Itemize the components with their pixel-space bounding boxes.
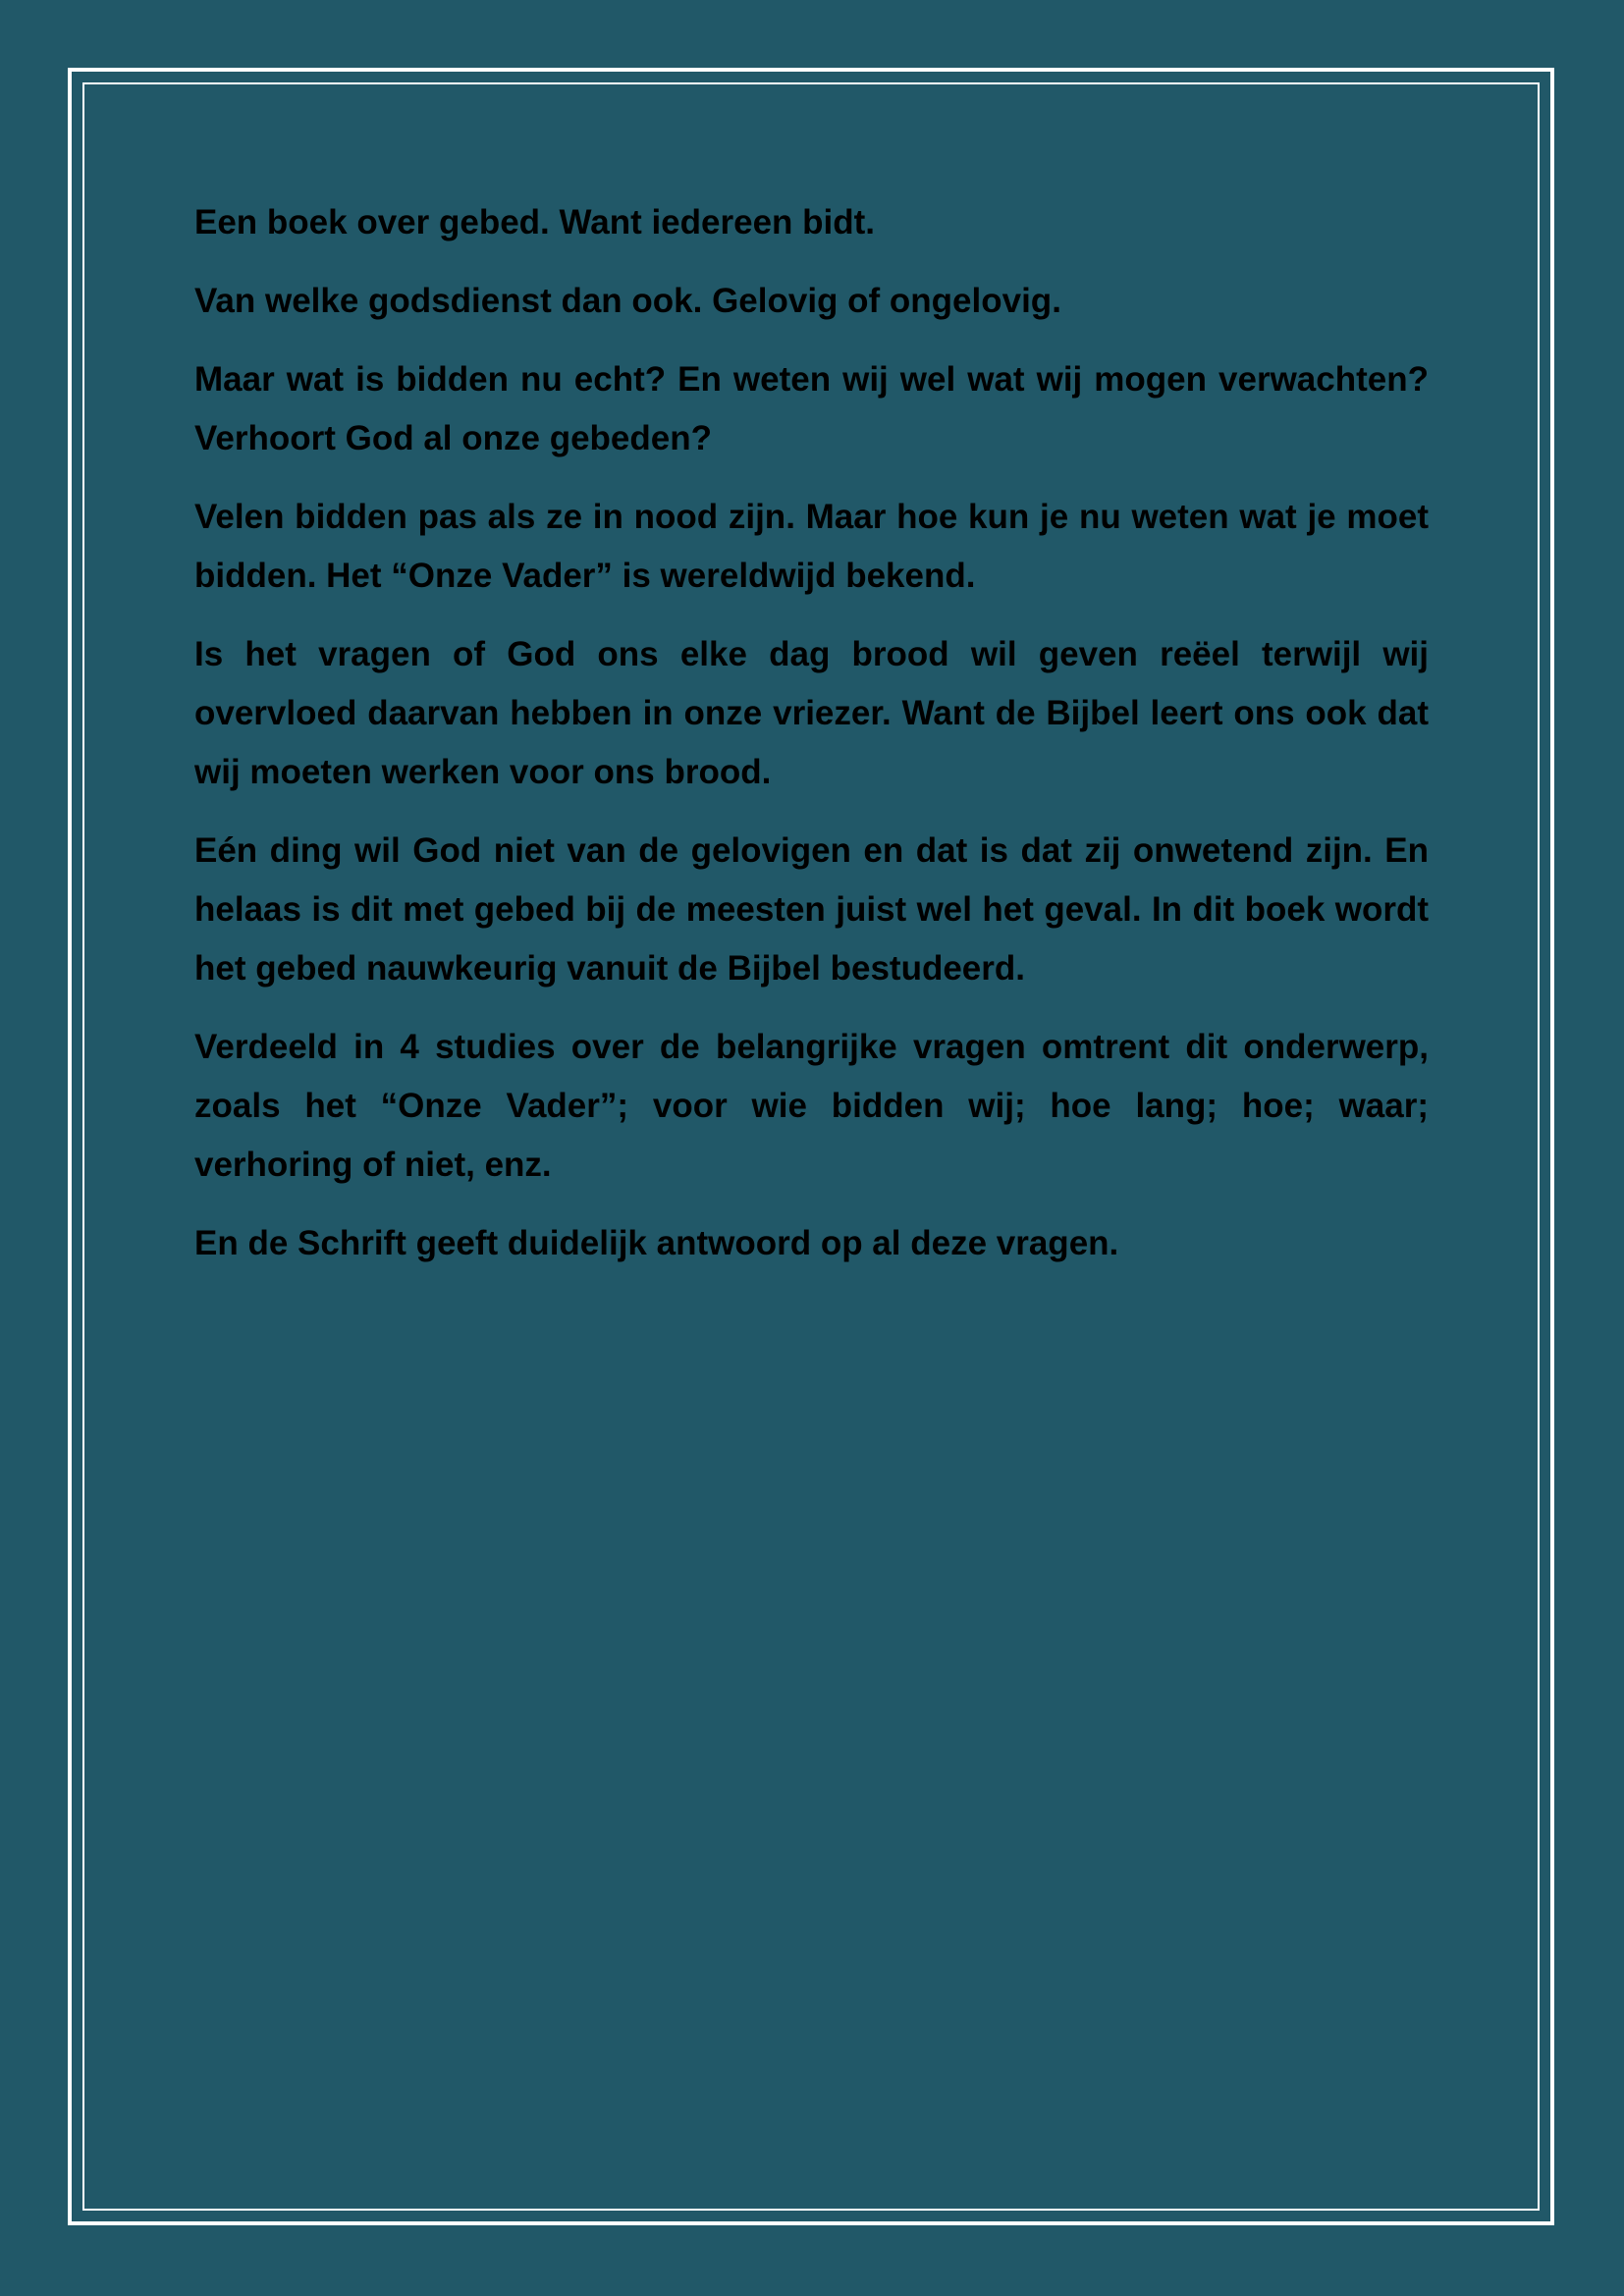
paragraph: En de Schrift geeft duidelijk antwoord op al deze vragen.: [194, 1224, 1119, 1262]
paragraph: Is het vragen of God ons elke dag brood wil geven reëel terwijl wij overvloed daarvan hebben in onze vriezer. Want de Bijbel leert ons ook dat wij moeten werken voor ons brood.: [194, 635, 1429, 791]
paragraph: Eén ding wil God niet van de gelovigen en dat is dat zij onwetend zijn. En helaas is dit met gebed bij de meesten juist wel het geval. In dit boek wordt het gebed nauwkeurig vanuit de Bijbel bestudeerd.: [194, 831, 1429, 988]
paragraph: Maar wat is bidden nu echt? En weten wij wel wat wij mogen verwachten? Verhoort God al onze gebeden?: [194, 360, 1429, 457]
paragraph: Van welke godsdienst dan ook. Gelovig of ongelovig.: [194, 282, 1061, 320]
paragraph: Velen bidden pas als ze in nood zijn. Maar hoe kun je nu weten wat je moet bidden. Het “Onze Vader” is wereldwijd bekend.: [194, 498, 1429, 595]
blurb-text: [194, 193, 1429, 1293]
paragraph: Verdeeld in 4 studies over de belangrijke vragen omtrent dit onderwerp, zoals het “Onze Vader”; voor wie bidden wij; hoe lang; hoe; waar; verhoring of niet, enz.: [194, 1028, 1429, 1184]
paragraph: Een boek over gebed. Want iedereen bidt.: [194, 203, 876, 241]
